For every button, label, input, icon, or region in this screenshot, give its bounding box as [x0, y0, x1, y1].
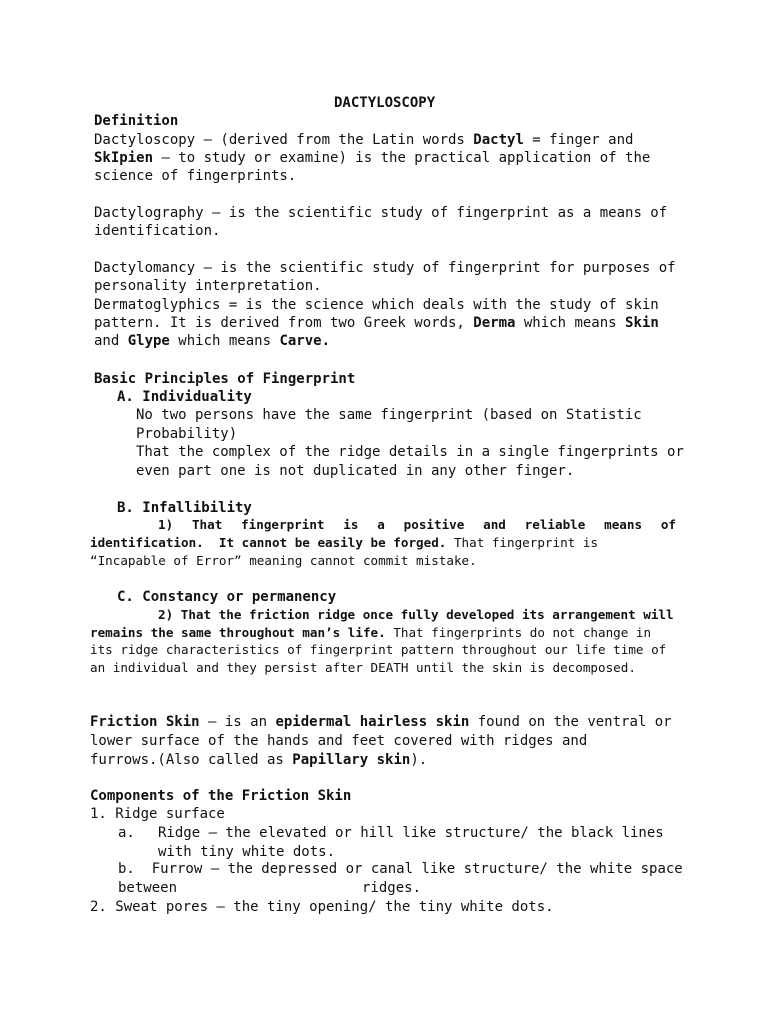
dactyloscopy-line-2: SkIpien – to study or examine) is the practical application of the: [94, 150, 651, 166]
component-item-2: 2. Sweat pores – the tiny opening/ the tiny white dots.: [90, 899, 554, 915]
dactyloscopy-line-1: Dactyloscopy – (derived from the Latin words Dactyl = finger and: [94, 132, 634, 148]
dactylography-line-2: identification.: [94, 223, 221, 239]
component-b-line-2a: between: [118, 880, 178, 896]
principle-a-heading: A. Individuality: [117, 389, 252, 405]
principle-c-line-1: 2) That the friction ridge once fully developed its arrangement will: [158, 607, 674, 622]
principle-a-line-2: Probability): [136, 426, 238, 442]
dactylomancy-line-1: Dactylomancy – is the scientific study of fingerprint for purposes of: [94, 260, 676, 276]
component-item-1: 1. Ridge surface: [90, 806, 225, 822]
principle-c-line-4: an individual and they persist after DEATH until the skin is decomposed.: [90, 660, 636, 675]
component-b-line-2b: ridges.: [362, 880, 422, 896]
dermatoglyphics-line-3: and Glype which means Carve.: [94, 333, 331, 349]
principles-heading: Basic Principles of Fingerprint: [94, 371, 356, 387]
principle-b-line-2: identification. It cannot be easily be forged. That fingerprint is: [90, 535, 599, 550]
principle-b-heading: B. Infallibility: [117, 500, 252, 516]
principle-b-line-1: 1) That fingerprint is a positive and reliable means of: [158, 517, 676, 532]
dermatoglyphics-line-2: pattern. It is derived from two Greek words, Derma which means Skin: [94, 315, 659, 331]
principle-c-line-2: remains the same throughout man’s life. That fingerprints do not change in: [90, 625, 652, 640]
principle-c-heading: C. Constancy or permanency: [117, 589, 337, 605]
dermatoglyphics-line-1: Dermatoglyphics = is the science which deals with the study of skin: [94, 297, 659, 313]
principle-a-line-1: No two persons have the same fingerprint (based on Statistic: [136, 407, 642, 423]
components-heading: Components of the Friction Skin: [90, 788, 352, 804]
component-b-line-1: b. Furrow – the depressed or canal like structure/ the white space: [118, 861, 683, 877]
dactyloscopy-line-3: science of fingerprints.: [94, 168, 297, 184]
principle-b-line-3: “Incapable of Error” meaning cannot commit mistake.: [90, 553, 477, 568]
principle-a-line-4: even part one is not duplicated in any other finger.: [136, 463, 575, 479]
dactylomancy-line-2: personality interpretation.: [94, 278, 322, 294]
principle-c-line-3: its ridge characteristics of fingerprint pattern throughout our life time of: [90, 642, 667, 657]
friction-skin-line-2: lower surface of the hands and feet covered with ridges and: [90, 733, 588, 749]
page-title: DACTYLOSCOPY: [334, 95, 436, 111]
component-a-line-2: with tiny white dots.: [158, 844, 336, 860]
friction-skin-line-3: furrows.(Also called as Papillary skin).: [90, 752, 428, 768]
component-a-line-1: Ridge – the elevated or hill like structure/ the black lines: [158, 825, 664, 841]
component-a-number: a.: [118, 825, 135, 841]
definition-heading: Definition: [94, 113, 179, 129]
dactylography-line-1: Dactylography – is the scientific study of fingerprint as a means of: [94, 205, 668, 221]
friction-skin-line-1: Friction Skin – is an epidermal hairless skin found on the ventral or: [90, 714, 672, 730]
principle-a-line-3: That the complex of the ridge details in a single fingerprints or: [136, 444, 684, 460]
